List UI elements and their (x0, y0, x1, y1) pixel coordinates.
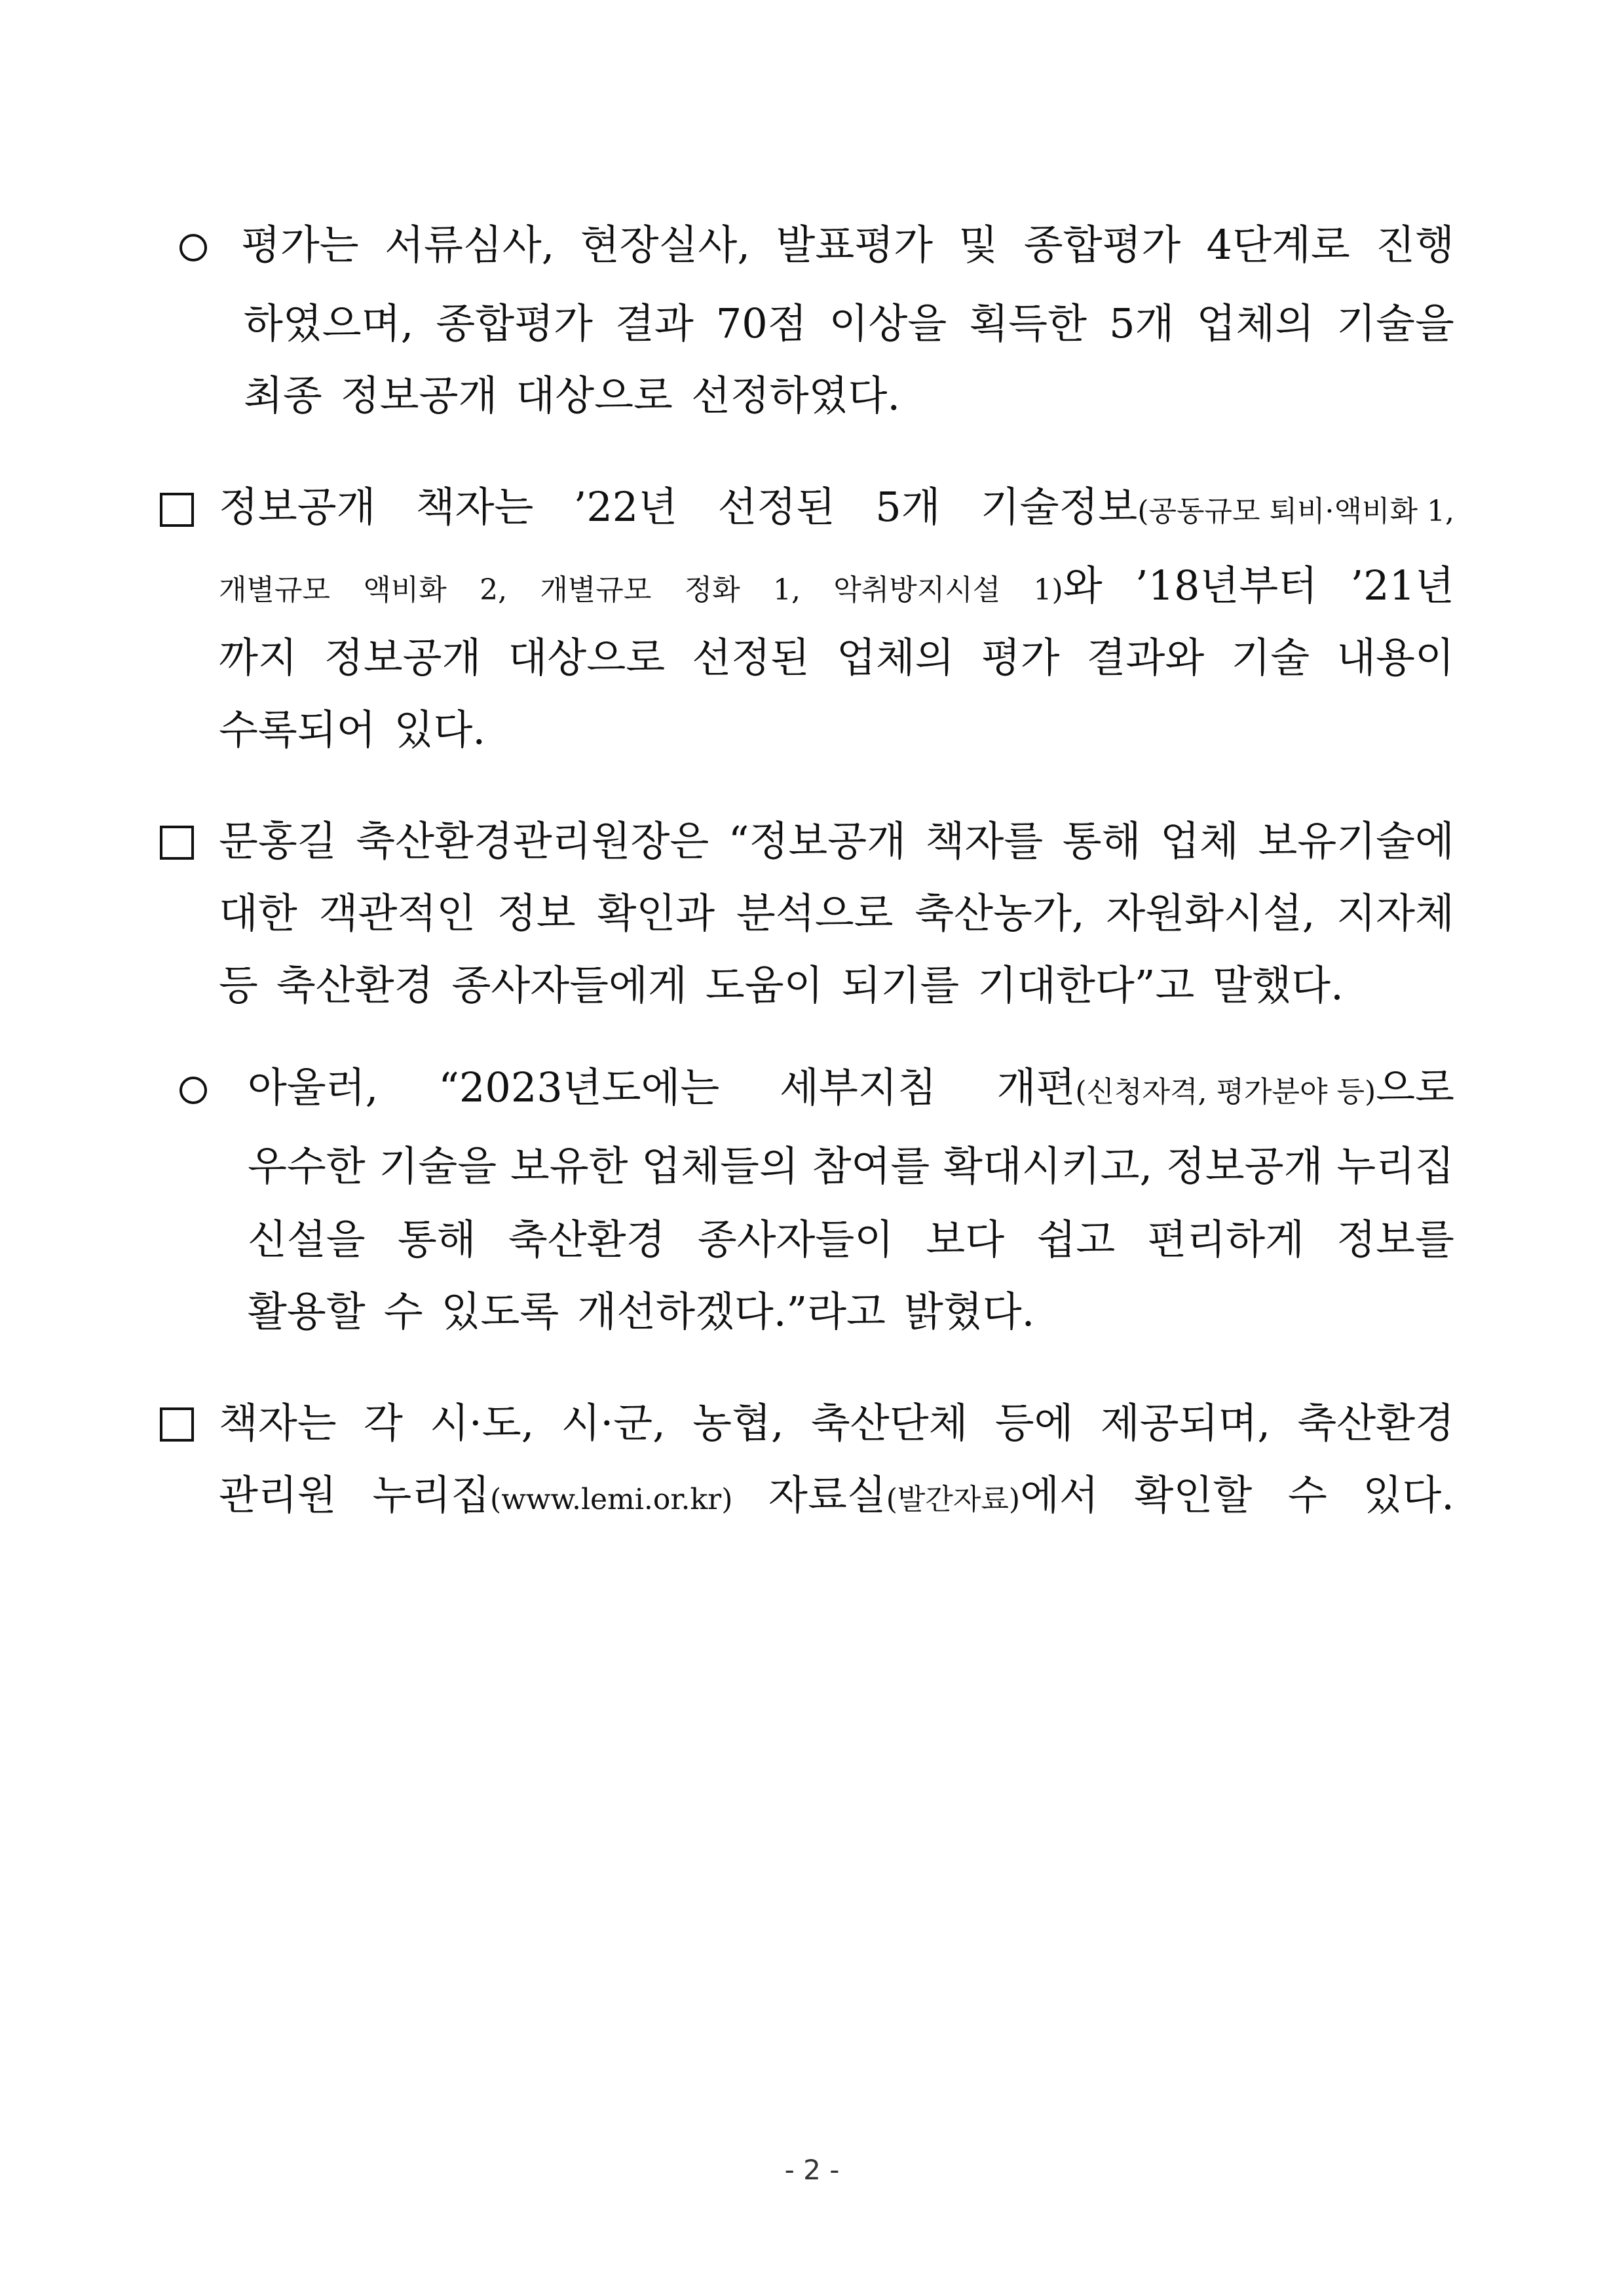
word: 정보 (497, 889, 576, 937)
word: 종사자들이 (697, 1215, 894, 1263)
p3-line-1 (219, 815, 1454, 868)
word: 대한 (219, 889, 297, 937)
word: 각 (363, 1399, 403, 1447)
word: 선정된 (717, 483, 836, 531)
word: 하였으며, (244, 299, 414, 347)
word: 보유한 (510, 1142, 628, 1190)
word: 편리하게 (1147, 1215, 1305, 1263)
word: 수록되어 (219, 706, 376, 754)
word: 액비화 (363, 573, 447, 607)
word: 대상으로 (508, 634, 666, 681)
word: ’21년 (1350, 562, 1454, 609)
word: 선정된 (692, 634, 810, 681)
word: 밝혔다. (903, 1288, 1035, 1335)
word: 관리원 (219, 1471, 337, 1519)
word: 획득한 (969, 299, 1087, 347)
word: 업체 (1160, 817, 1239, 865)
word: 보유기술에 (1258, 817, 1454, 865)
word: 객관적인 (318, 889, 476, 937)
p2-line-3 (219, 632, 1454, 684)
p4-line-3 (248, 1214, 1454, 1266)
word: 활용할 (248, 1288, 366, 1335)
word: 등 (219, 961, 258, 1009)
word: 누리집 (372, 1471, 491, 1519)
word: 자료실 (768, 1471, 886, 1519)
word: 에서 (1020, 1471, 1099, 1519)
p4-line-2 (248, 1140, 1454, 1193)
square-bullet-icon (160, 826, 194, 860)
word: 제공되며, (1100, 1399, 1271, 1447)
word: 결과와 (1086, 634, 1205, 681)
word: 농협, (692, 1399, 784, 1447)
word: 분석으로 (736, 889, 894, 937)
word: ’22년 (573, 483, 678, 531)
word: 쉽고 (1036, 1215, 1116, 1263)
word: 통해 (1062, 817, 1141, 865)
word: 4단계로 (1206, 221, 1350, 269)
word: 1) (1033, 573, 1063, 607)
p5-line-2 (219, 1469, 1454, 1526)
word: 있다. (394, 706, 486, 754)
word: 개선하겠다.”라고 (577, 1288, 886, 1335)
word: 정보를 (1336, 1215, 1454, 1263)
word: 책자는 (219, 1399, 337, 1447)
word: 자원화시설, (1106, 889, 1315, 937)
word-group (1034, 560, 1103, 617)
word: 2, (480, 573, 508, 607)
word: 내용이 (1336, 634, 1454, 681)
word: 등에 (994, 1399, 1074, 1447)
parenthetical-note: (공동규모 퇴비·액비화 1, (1137, 495, 1454, 528)
word: 확인할 (1134, 1471, 1253, 1519)
p1-line-1 (241, 219, 1454, 271)
word: 대상으로 (516, 372, 673, 419)
word: 까지 (219, 634, 297, 681)
word: 아울러, (248, 1063, 379, 1111)
word: 및 (958, 221, 998, 269)
word: 종합평가 (436, 299, 593, 347)
word: 진행 (1376, 221, 1454, 269)
word: ’18년부터 (1135, 562, 1318, 609)
word-group (768, 1469, 1099, 1526)
p2-line-4 (219, 704, 504, 756)
word: 수 (1287, 1471, 1327, 1519)
word: 축산농가, (915, 889, 1085, 937)
word-group (372, 1469, 732, 1526)
word: 70점 (715, 299, 807, 347)
word: 기대한다”고 (977, 961, 1195, 1009)
word: 5개 (1109, 299, 1175, 347)
word: 말했다. (1213, 961, 1344, 1009)
word: 악취방지시설 (833, 573, 1001, 607)
word: 지자체 (1336, 889, 1454, 937)
p5-line-1 (219, 1397, 1454, 1449)
word: 업체의 (1196, 299, 1315, 347)
word: 축산환경 (1297, 1399, 1454, 1447)
word: 개편 (996, 1063, 1076, 1111)
word: 개별규모 (219, 573, 331, 607)
word: 정보공개 (324, 634, 482, 681)
word: 도움이 (705, 961, 823, 1009)
word: 우수한 (248, 1142, 366, 1190)
word: 5개 (875, 483, 941, 531)
word: 신설을 (248, 1215, 366, 1263)
word: 축산단체 (810, 1399, 968, 1447)
word: 현장실사, (580, 221, 751, 269)
word: 세부지침 (780, 1063, 937, 1111)
p2-line-1 (219, 481, 1454, 538)
word: 개별규모 (540, 573, 652, 607)
word: 책자를 (925, 817, 1044, 865)
word: 수 (383, 1288, 423, 1335)
p1-line-3 (244, 370, 918, 422)
word: 축산환경 (508, 1215, 666, 1263)
word: 축산환경 (276, 961, 434, 1009)
word: 되기를 (841, 961, 960, 1009)
p4-line-1 (248, 1062, 1454, 1119)
word: “정보공개 (728, 817, 907, 865)
word: “2023년도에는 (438, 1063, 720, 1111)
word: 1, (772, 573, 801, 607)
word: 참여를 (812, 1142, 930, 1190)
word: 업체의 (836, 634, 954, 681)
word: 발표평가 (776, 221, 933, 269)
square-bullet-icon (160, 493, 194, 527)
word: 통해 (397, 1215, 476, 1263)
p3-line-2 (219, 887, 1454, 940)
word: 종사자들에게 (451, 961, 687, 1009)
p1-line-2 (244, 297, 1454, 350)
word: 업체들의 (641, 1142, 799, 1190)
word: 확대시키고, (943, 1142, 1153, 1190)
word: 서류심사, (385, 221, 555, 269)
word-group (981, 481, 1454, 538)
square-bullet-icon (160, 1407, 194, 1442)
word: 시·군, (561, 1399, 666, 1447)
word: 기술을 (379, 1142, 497, 1190)
word: 있도록 (441, 1288, 559, 1335)
parenthetical-note: (발간자료) (886, 1483, 1021, 1516)
page-number: - 2 - (784, 2154, 840, 2186)
word: 시·도, (430, 1399, 535, 1447)
word: 최종 (244, 372, 322, 419)
word: 확인과 (597, 889, 715, 937)
word: 정보공개 (1165, 1142, 1323, 1190)
word-group (997, 1062, 1454, 1119)
word: 기술 (1231, 634, 1310, 681)
circle-bullet-icon (179, 1077, 207, 1104)
p2-line-2 (219, 560, 1454, 617)
word: 평가는 (241, 221, 359, 269)
word: 보다 (926, 1215, 1005, 1263)
p3-line-3 (219, 959, 1362, 1012)
parenthetical-note: (신청자격, 평가분야 등) (1075, 1075, 1376, 1109)
word: 누리집 (1336, 1142, 1454, 1190)
website-url: (www.lemi.or.kr) (490, 1483, 733, 1516)
word: 선정하였다. (690, 372, 901, 419)
word: 정화 (684, 573, 740, 607)
word: 결과 (614, 299, 694, 347)
word: 축산환경관리원장은 (356, 817, 709, 865)
word: 이상을 (829, 299, 947, 347)
word: 평가 (981, 634, 1060, 681)
word: 종합평가 (1023, 221, 1181, 269)
word: 으로 (1376, 1063, 1454, 1111)
word: 와 (1063, 562, 1103, 609)
word: 기술정보 (980, 483, 1138, 531)
word: 정보공개 (340, 372, 498, 419)
p4-line-4 (248, 1286, 1053, 1338)
word: 기술을 (1336, 299, 1454, 347)
circle-bullet-icon (179, 234, 207, 261)
word: 정보공개 (219, 483, 376, 531)
word: 있다. (1363, 1471, 1454, 1519)
word: 책자는 (415, 483, 534, 531)
word: 문홍길 (219, 817, 337, 865)
